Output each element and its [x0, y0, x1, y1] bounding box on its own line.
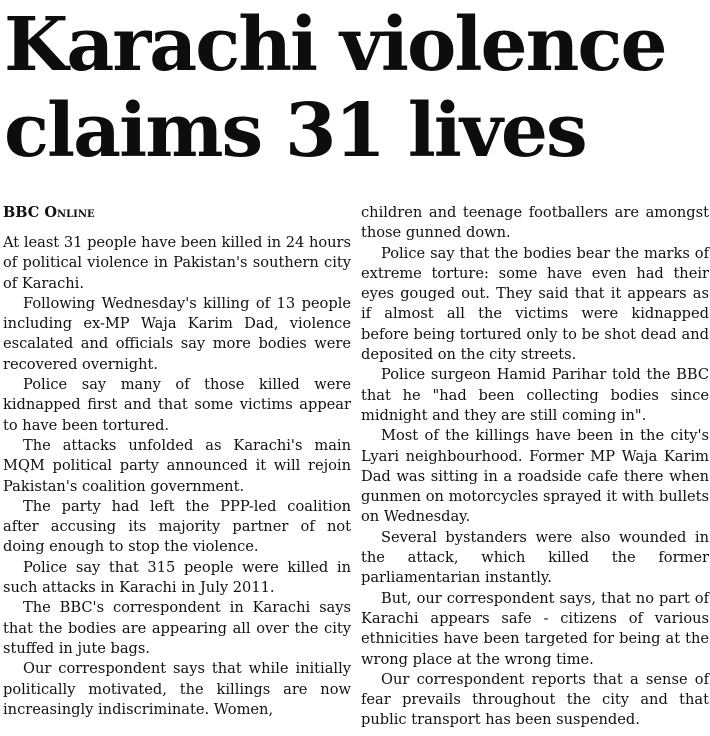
paragraph: Most of the killings have been in the city's Lyari neighbourhood. Former MP Waja Karim Dad was sitting in a roadside cafe there when gunmen on motorcycles sprayed it with bullets on Wednesday.: [361, 427, 709, 526]
paragraph: At least 31 people have been killed in 24 hours of political violence in Pakistan's southern city of Karachi.: [3, 234, 351, 292]
paragraph: Police say that the bodies bear the marks of extreme torture: some have even had their eyes gouged out. They said that it appears as if almost all the victims were kidnapped before being tortured only to be shot dead and deposited on the city streets.: [361, 244, 709, 364]
paragraph: Our correspondent reports that a sense of fear prevails throughout the city and that public transport has been suspended.: [361, 670, 709, 729]
paragraph: The party had left the PPP-led coalition after accusing its majority partner of not doing enough to stop the violence.: [3, 497, 351, 556]
paragraph: Police say that 315 people were killed in such attacks in Karachi in July 2011.: [3, 558, 351, 597]
byline: BBC Online: [3, 204, 95, 221]
paragraph: The BBC's correspondent in Karachi says that the bodies are appearing all over the city stuffed in jute bags.: [3, 599, 351, 657]
paragraph: children and teenage footballers are amongst those gunned down.: [361, 204, 709, 242]
paragraph: But, our correspondent says, that no part of Karachi appears safe - citizens of various ethnicities have been targeted for being at the wrong place at the wrong time.: [361, 589, 709, 668]
article-column-left: [3, 203, 351, 720]
headline: [4, 2, 710, 174]
paragraph: Our correspondent says that while initially politically motivated, the killings are now increasingly indiscriminate. Women,: [3, 660, 351, 718]
headline-line-2: claims 31 lives: [4, 88, 586, 174]
article-column-right: [361, 203, 709, 731]
paragraph: Police surgeon Hamid Parihar told the BBC that he "had been collecting bodies since midnight and they are still coming in".: [361, 366, 709, 424]
paragraph: The attacks unfolded as Karachi's main MQM political party announced it will rejoin Pakistan's coalition government.: [3, 436, 351, 495]
paragraph: Police say many of those killed were kidnapped first and that some victims appear to have been tortured.: [3, 376, 351, 434]
paragraph: Several bystanders were also wounded in the attack, which killed the former parliamentarian instantly.: [361, 528, 709, 587]
headline-line-1: Karachi violence: [4, 2, 666, 88]
paragraph: Following Wednesday's killing of 13 people including ex-MP Waja Karim Dad, violence escalated and officials say more bodies were recovered overnight.: [3, 294, 351, 373]
